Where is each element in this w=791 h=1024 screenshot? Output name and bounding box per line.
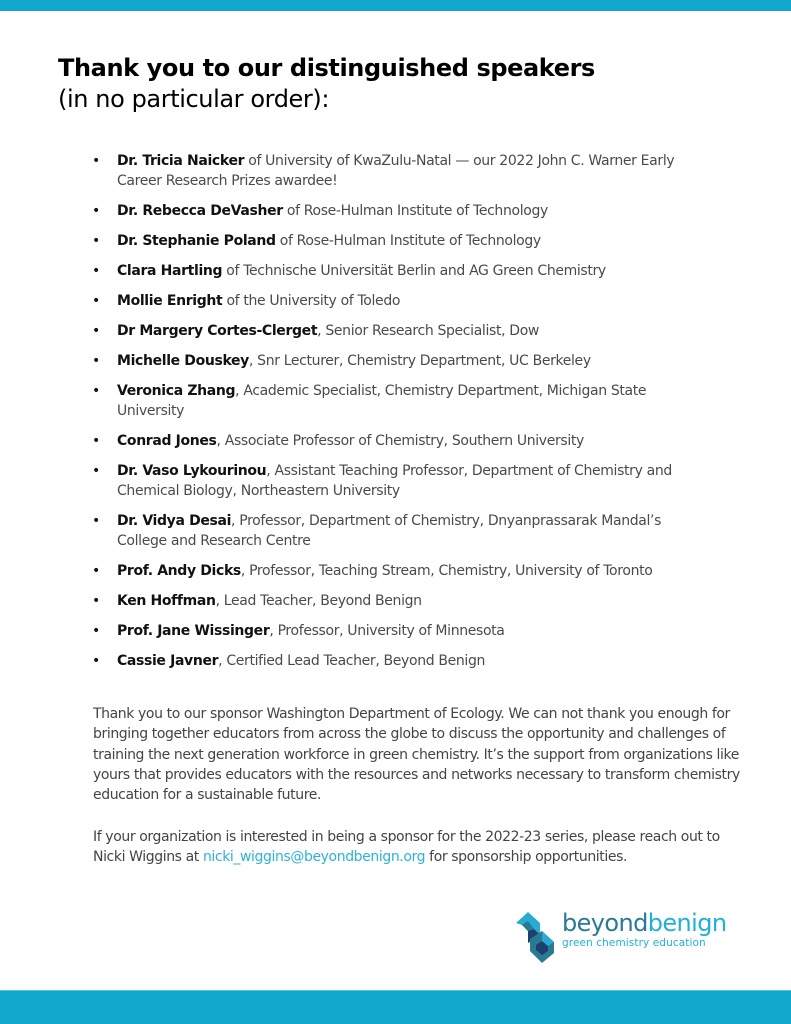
bullet-icon: • — [92, 513, 100, 529]
bullet-icon: • — [92, 653, 100, 669]
logo-tagline: green chemistry education — [562, 937, 706, 949]
speaker-item — [0, 351, 697, 371]
speaker-item — [0, 431, 697, 451]
bullet-icon: • — [92, 563, 100, 579]
speaker-affiliation: , Academic Specialist, Chemistry Department, Michigan State University — [117, 383, 647, 419]
bullet-icon: • — [92, 463, 100, 479]
speaker-affiliation: of Rose-Hulman Institute of Technology — [275, 233, 541, 249]
speaker-name: Conrad Jones — [117, 433, 217, 449]
speaker-name: Dr Margery Cortes-Clerget — [117, 323, 318, 339]
speaker-name: Prof. Andy Dicks — [117, 563, 241, 579]
speaker-affiliation: , Senior Research Specialist, Dow — [317, 323, 540, 339]
speaker-name: Cassie Javner — [117, 653, 219, 669]
speaker-name: Dr. Vaso Lykourinou — [117, 463, 267, 479]
speaker-item — [0, 321, 697, 341]
speaker-name: Mollie Enright — [117, 293, 223, 309]
speaker-affiliation: , Lead Teacher, Beyond Benign — [215, 593, 422, 609]
speaker-affiliation: , Professor, Teaching Stream, Chemistry, University of Toronto — [240, 563, 653, 579]
bullet-icon: • — [92, 353, 100, 369]
speaker-item — [0, 561, 697, 581]
bullet-icon: • — [92, 203, 100, 219]
speaker-name: Dr. Rebecca DeVasher — [117, 203, 283, 219]
speaker-item — [0, 261, 697, 281]
speaker-affiliation: , Professor, University of Minnesota — [269, 623, 505, 639]
speaker-item — [0, 651, 697, 671]
bullet-icon: • — [92, 293, 100, 309]
speaker-name: Dr. Tricia Naicker — [117, 153, 245, 169]
speaker-name: Veronica Zhang — [117, 383, 236, 399]
speaker-affiliation: of Technische Universität Berlin and AG Green Chemistry — [222, 263, 606, 279]
speaker-item — [0, 621, 697, 641]
speaker-list — [0, 151, 791, 681]
beyond-benign-logo — [510, 907, 740, 967]
speaker-item — [0, 201, 697, 221]
bullet-icon: • — [92, 323, 100, 339]
logo-wordmark — [562, 909, 726, 937]
contact-text-after: for sponsorship opportunities. — [425, 849, 628, 866]
bullet-icon: • — [92, 233, 100, 249]
contact-paragraph — [93, 827, 743, 868]
sponsor-paragraph: Thank you to our sponsor Washington Department of Ecology. We can not thank you enough for bringing together educators from across the globe to discuss the opportunity and challenges of training the next generation workforce in green chemistry. It’s the support from organizations like yours that provides educators with the resources and networks necessary to transform chemistry education for a sustainable future. — [93, 706, 740, 804]
bullet-icon: • — [92, 433, 100, 449]
speaker-name: Ken Hoffman — [117, 593, 216, 609]
speaker-item — [0, 511, 697, 551]
speaker-item — [0, 291, 697, 311]
speaker-item — [0, 231, 697, 251]
speaker-name: Dr. Stephanie Poland — [117, 233, 276, 249]
speaker-affiliation: , Assistant Teaching Professor, Department of Chemistry and Chemical Biology, Northeastern University — [117, 463, 672, 499]
speaker-name: Prof. Jane Wissinger — [117, 623, 270, 639]
bullet-icon: • — [92, 383, 100, 399]
email-link[interactable]: nicki_wiggins@beyondbenign.org — [202, 849, 426, 866]
speaker-name: Clara Hartling — [117, 263, 223, 279]
speaker-item — [0, 381, 697, 421]
speaker-item — [0, 591, 697, 611]
title-line-1: Thank you to our distinguished speakers — [58, 54, 595, 82]
bullet-icon: • — [92, 153, 100, 169]
speaker-affiliation: , Certified Lead Teacher, Beyond Benign — [218, 653, 486, 669]
page-title — [58, 52, 758, 114]
bullet-icon: • — [92, 263, 100, 279]
speaker-affiliation: of University of KwaZulu-Natal — our 2022 John C. Warner Early Career Research Prizes awardee! — [117, 153, 675, 189]
logo-word-benign: benign — [647, 909, 727, 937]
logo-chain-icon — [510, 909, 560, 965]
top-accent-bar — [0, 0, 791, 11]
speaker-affiliation: , Snr Lecturer, Chemistry Department, UC Berkeley — [248, 353, 591, 369]
speaker-affiliation: , Professor, Department of Chemistry, Dnyanprassarak Mandal’s College and Research Centre — [117, 513, 662, 549]
speaker-affiliation: of Rose-Hulman Institute of Technology — [282, 203, 548, 219]
speaker-affiliation: of the University of Toledo — [222, 293, 401, 309]
speaker-affiliation: , Associate Professor of Chemistry, Southern University — [216, 433, 584, 449]
speaker-item — [0, 461, 697, 501]
bullet-icon: • — [92, 623, 100, 639]
title-line-2: (in no particular order): — [58, 85, 330, 113]
speaker-item — [0, 151, 697, 191]
speaker-name: Michelle Douskey — [117, 353, 249, 369]
contact-text-before: If your organization is interested in being a sponsor for the 2022-23 series, please reach out to Nicki Wiggins at — [93, 829, 720, 866]
logo-word-beyond: beyond — [562, 909, 648, 937]
bottom-accent-bar — [0, 990, 791, 1024]
speaker-name: Dr. Vidya Desai — [117, 513, 232, 529]
bullet-icon: • — [92, 593, 100, 609]
